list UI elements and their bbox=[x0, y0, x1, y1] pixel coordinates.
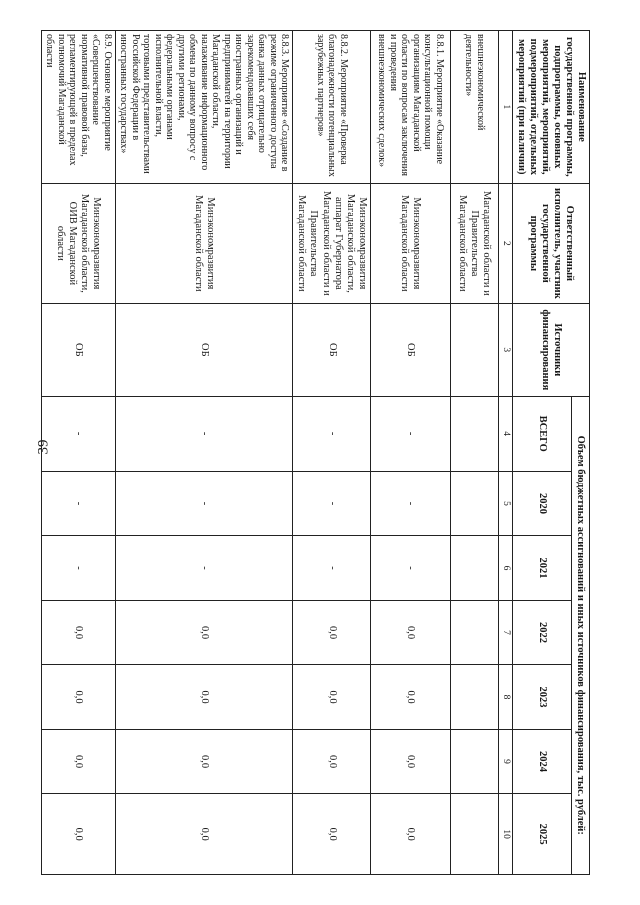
table-row bbox=[450, 31, 498, 875]
table-row bbox=[370, 31, 450, 875]
row-value: 0,0 bbox=[370, 729, 450, 794]
row-value: - bbox=[293, 471, 370, 536]
row-value: - bbox=[293, 396, 370, 471]
row-value: 0,0 bbox=[115, 665, 293, 730]
row-value: - bbox=[115, 536, 293, 601]
row-value: - bbox=[41, 536, 115, 601]
row-value: 0,0 bbox=[41, 600, 115, 665]
index-cell: 10 bbox=[498, 794, 512, 875]
table-row bbox=[115, 31, 293, 875]
row-executor: Минэкономразвития Магаданской области bbox=[370, 183, 450, 303]
row-value: 0,0 bbox=[41, 794, 115, 875]
row-name: 8.9. Основное мероприятие «Совершенствование нормативной правовой базы, регламентирующей в пределах полномочий Магаданской области bbox=[41, 31, 115, 184]
row-value: 0,0 bbox=[370, 794, 450, 875]
row-executor: Магаданской области и Правительства Магаданской области bbox=[450, 183, 498, 303]
row-value: - bbox=[41, 471, 115, 536]
index-cell: 4 bbox=[498, 396, 512, 471]
row-value: - bbox=[41, 396, 115, 471]
header-year: 2020 bbox=[512, 471, 571, 536]
row-name: 8.8.2. Мероприятие «Проверка благонадежности потенциальных зарубежных партнеров» bbox=[293, 31, 370, 184]
row-value bbox=[450, 794, 498, 875]
row-value: - bbox=[115, 396, 293, 471]
header-group-funding: Объем бюджетных ассигнований и иных источников финансирования, тыс. рублей: bbox=[571, 396, 589, 874]
row-source: ОБ bbox=[115, 304, 293, 396]
row-executor: Минэкономразвития Магаданской области bbox=[115, 183, 293, 303]
row-value: - bbox=[293, 536, 370, 601]
row-value: 0,0 bbox=[115, 794, 293, 875]
row-value: 0,0 bbox=[41, 665, 115, 730]
row-value: - bbox=[370, 396, 450, 471]
row-value: 0,0 bbox=[293, 794, 370, 875]
row-executor: Минэкономразвития Магаданской области, аппарат Губернатора Магаданской области и Правительства Магаданской области bbox=[293, 183, 370, 303]
index-cell: 6 bbox=[498, 536, 512, 601]
index-cell: 1 bbox=[498, 31, 512, 184]
row-value: 0,0 bbox=[41, 729, 115, 794]
row-value bbox=[450, 396, 498, 471]
index-cell: 5 bbox=[498, 471, 512, 536]
index-cell: 9 bbox=[498, 729, 512, 794]
row-value bbox=[450, 600, 498, 665]
row-value: 0,0 bbox=[293, 729, 370, 794]
financing-table bbox=[41, 30, 590, 875]
row-value: 0,0 bbox=[370, 600, 450, 665]
row-source: ОБ bbox=[293, 304, 370, 396]
index-cell: 7 bbox=[498, 600, 512, 665]
row-source: ОБ bbox=[370, 304, 450, 396]
index-cell: 3 bbox=[498, 304, 512, 396]
header-year: 2021 bbox=[512, 536, 571, 601]
table-row bbox=[41, 31, 115, 875]
index-cell: 8 bbox=[498, 665, 512, 730]
table-row bbox=[293, 31, 370, 875]
row-value: - bbox=[370, 471, 450, 536]
row-value: 0,0 bbox=[370, 665, 450, 730]
row-value: 0,0 bbox=[115, 729, 293, 794]
header-total: ВСЕГО bbox=[512, 396, 571, 471]
row-source bbox=[450, 304, 498, 396]
row-name: 8.8.3. Мероприятие «Создание в режиме ограниченного доступа банка данных отрицательно зарекомендовавших себя иностранных организаций и предприниматей на территории Магаданской области, налаживание информационного обмена по данному вопросу с другими регионами, федеральными органами исполнительной власти, торговыми представительствами Российской Федерации в иностранных государствах» bbox=[115, 31, 293, 184]
row-value bbox=[450, 665, 498, 730]
row-source: ОБ bbox=[41, 304, 115, 396]
header-year: 2025 bbox=[512, 794, 571, 875]
header-col-source: Источники финансирования bbox=[512, 304, 589, 396]
row-name: внешнеэкономической деятельности» bbox=[450, 31, 498, 184]
row-executor: Минэкономразвития Магаданской области, ОИВ Магаданской области bbox=[41, 183, 115, 303]
header-col-name: Наименование государственной программы, подпрограммы, основных мероприятий, мероприятий, подмероприятий, отдельных мероприятий (при наличии) bbox=[512, 31, 589, 184]
rotated-table-container bbox=[44, 30, 590, 875]
row-value bbox=[450, 471, 498, 536]
row-value: - bbox=[370, 536, 450, 601]
row-value: - bbox=[115, 471, 293, 536]
index-cell: 2 bbox=[498, 183, 512, 303]
header-year: 2024 bbox=[512, 729, 571, 794]
row-value bbox=[450, 536, 498, 601]
row-name: 8.8.1. Мероприятие «Оказание консультационной помощи организациям Магаданской области по вопросам заключения и проведения внешнеэкономических сделок» bbox=[370, 31, 450, 184]
header-col-executor: Ответственный исполнитель, участник государственной программы bbox=[512, 183, 589, 303]
row-value: 0,0 bbox=[115, 600, 293, 665]
row-value: 0,0 bbox=[293, 665, 370, 730]
row-value bbox=[450, 729, 498, 794]
row-value: 0,0 bbox=[293, 600, 370, 665]
page-number: 39 bbox=[35, 439, 52, 455]
header-year: 2022 bbox=[512, 600, 571, 665]
header-year: 2023 bbox=[512, 665, 571, 730]
